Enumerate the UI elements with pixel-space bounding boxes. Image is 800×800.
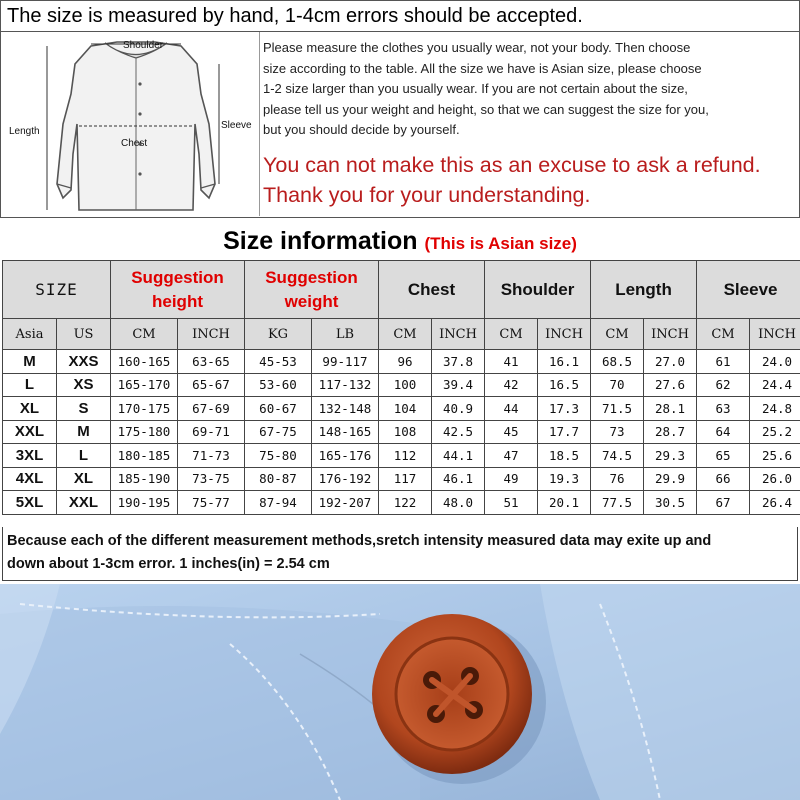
table-cell: 185-190 bbox=[111, 467, 178, 491]
table-cell: 104 bbox=[379, 397, 432, 421]
table-row bbox=[3, 467, 800, 491]
asia-size-cell: M bbox=[3, 350, 57, 374]
header-size: SIZE bbox=[3, 261, 111, 319]
table-cell: 65-67 bbox=[178, 373, 245, 397]
table-cell: 73 bbox=[591, 420, 644, 444]
table-cell: 108 bbox=[379, 420, 432, 444]
header-suggestion-weight bbox=[245, 261, 379, 319]
wooden-button-photo-icon bbox=[0, 584, 800, 800]
unit-cell: INCH bbox=[750, 319, 800, 350]
unit-cell: CM bbox=[697, 319, 750, 350]
table-cell: 39.4 bbox=[432, 373, 485, 397]
table-cell: 71-73 bbox=[178, 444, 245, 468]
asia-size-cell: 5XL bbox=[3, 491, 57, 515]
title-asian-size-note: (This is Asian size) bbox=[424, 234, 577, 253]
measurement-info-panel bbox=[0, 32, 800, 218]
table-cell: 76 bbox=[591, 467, 644, 491]
header-length: Length bbox=[591, 261, 697, 319]
instruction-line: but you should decide by yourself. bbox=[263, 122, 460, 137]
table-cell: 24.0 bbox=[750, 350, 800, 374]
shirt-outline-icon bbox=[5, 34, 261, 214]
header-text: Suggestion bbox=[131, 267, 224, 287]
unit-cell: INCH bbox=[644, 319, 697, 350]
table-cell: 42.5 bbox=[432, 420, 485, 444]
table-cell: 192-207 bbox=[312, 491, 379, 515]
table-cell: 165-176 bbox=[312, 444, 379, 468]
unit-cell: CM bbox=[379, 319, 432, 350]
table-cell: 37.8 bbox=[432, 350, 485, 374]
header-chest: Chest bbox=[379, 261, 485, 319]
header-text: height bbox=[152, 291, 203, 311]
diagram-label-sleeve: Sleeve bbox=[221, 120, 252, 131]
table-cell: 165-170 bbox=[111, 373, 178, 397]
table-cell: 176-192 bbox=[312, 467, 379, 491]
table-cell: 63-65 bbox=[178, 350, 245, 374]
unit-cell: US bbox=[57, 319, 111, 350]
table-cell: 44.1 bbox=[432, 444, 485, 468]
note-line: Because each of the different measurement methods,sretch intensity measured data may exite up and bbox=[7, 533, 712, 549]
table-cell: 122 bbox=[379, 491, 432, 515]
unit-cell: Asia bbox=[3, 319, 57, 350]
diagram-label-chest: Chest bbox=[121, 138, 148, 149]
table-cell: 46.1 bbox=[432, 467, 485, 491]
table-cell: 26.4 bbox=[750, 491, 800, 515]
table-cell: 28.1 bbox=[644, 397, 697, 421]
table-cell: 132-148 bbox=[312, 397, 379, 421]
table-cell: 96 bbox=[379, 350, 432, 374]
size-information-title bbox=[0, 222, 800, 260]
table-cell: 29.9 bbox=[644, 467, 697, 491]
table-row bbox=[3, 373, 800, 397]
measurement-disclaimer-banner: The size is measured by hand, 1-4cm errors should be accepted. bbox=[0, 0, 800, 32]
table-row bbox=[3, 491, 800, 515]
table-cell: 48.0 bbox=[432, 491, 485, 515]
refund-line: Thank you for your understanding. bbox=[263, 183, 591, 207]
table-cell: 30.5 bbox=[644, 491, 697, 515]
table-cell: 100 bbox=[379, 373, 432, 397]
table-cell: 63 bbox=[697, 397, 750, 421]
unit-cell: INCH bbox=[432, 319, 485, 350]
table-cell: 65 bbox=[697, 444, 750, 468]
us-size-cell: M bbox=[57, 420, 111, 444]
header-text: Suggestion bbox=[265, 267, 358, 287]
table-cell: 175-180 bbox=[111, 420, 178, 444]
table-cell: 44 bbox=[485, 397, 538, 421]
title-main: Size information bbox=[223, 227, 418, 255]
table-cell: 19.3 bbox=[538, 467, 591, 491]
us-size-cell: XXL bbox=[57, 491, 111, 515]
table-cell: 148-165 bbox=[312, 420, 379, 444]
header-sleeve: Sleeve bbox=[697, 261, 800, 319]
table-cell: 75-80 bbox=[245, 444, 312, 468]
table-cell: 87-94 bbox=[245, 491, 312, 515]
table-cell: 60-67 bbox=[245, 397, 312, 421]
table-cell: 99-117 bbox=[312, 350, 379, 374]
table-cell: 67-75 bbox=[245, 420, 312, 444]
size-chart-table bbox=[2, 260, 800, 515]
table-cell: 16.1 bbox=[538, 350, 591, 374]
instruction-line: please tell us your weight and height, so that we can suggest the size for you, bbox=[263, 101, 709, 117]
asia-size-cell: 4XL bbox=[3, 467, 57, 491]
table-cell: 73-75 bbox=[178, 467, 245, 491]
table-cell: 68.5 bbox=[591, 350, 644, 374]
us-size-cell: XXS bbox=[57, 350, 111, 374]
table-cell: 45 bbox=[485, 420, 538, 444]
unit-cell: CM bbox=[591, 319, 644, 350]
table-unit-row bbox=[3, 319, 800, 350]
table-row bbox=[3, 350, 800, 374]
table-cell: 77.5 bbox=[591, 491, 644, 515]
table-cell: 17.3 bbox=[538, 397, 591, 421]
table-cell: 67-69 bbox=[178, 397, 245, 421]
table-cell: 17.7 bbox=[538, 420, 591, 444]
table-cell: 75-77 bbox=[178, 491, 245, 515]
table-cell: 18.5 bbox=[538, 444, 591, 468]
table-row bbox=[3, 420, 800, 444]
table-cell: 29.3 bbox=[644, 444, 697, 468]
diagram-label-shoulder: Shoulder bbox=[123, 40, 164, 51]
diagram-label-length: Length bbox=[9, 126, 40, 137]
asia-size-cell: 3XL bbox=[3, 444, 57, 468]
table-body bbox=[3, 350, 800, 515]
table-cell: 117-132 bbox=[312, 373, 379, 397]
unit-cell: KG bbox=[245, 319, 312, 350]
header-text: weight bbox=[284, 291, 339, 311]
instruction-line: size according to the table. All the size we have is Asian size, please choose bbox=[263, 60, 702, 76]
table-cell: 117 bbox=[379, 467, 432, 491]
table-cell: 27.0 bbox=[644, 350, 697, 374]
table-cell: 69-71 bbox=[178, 420, 245, 444]
table-cell: 160-165 bbox=[111, 350, 178, 374]
instruction-line: Please measure the clothes you usually wear, not your body. Then choose bbox=[263, 40, 691, 55]
note-line: down about 1-3cm error. 1 inches(in) = 2.54 cm bbox=[7, 556, 330, 572]
table-cell: 24.8 bbox=[750, 397, 800, 421]
table-cell: 80-87 bbox=[245, 467, 312, 491]
table-cell: 53-60 bbox=[245, 373, 312, 397]
table-row bbox=[3, 444, 800, 468]
table-cell: 64 bbox=[697, 420, 750, 444]
table-cell: 51 bbox=[485, 491, 538, 515]
table-cell: 41 bbox=[485, 350, 538, 374]
header-suggestion-height bbox=[111, 261, 245, 319]
table-cell: 49 bbox=[485, 467, 538, 491]
us-size-cell: XS bbox=[57, 373, 111, 397]
table-cell: 66 bbox=[697, 467, 750, 491]
unit-cell: INCH bbox=[178, 319, 245, 350]
table-cell: 20.1 bbox=[538, 491, 591, 515]
table-cell: 70 bbox=[591, 373, 644, 397]
table-cell: 71.5 bbox=[591, 397, 644, 421]
table-cell: 112 bbox=[379, 444, 432, 468]
table-cell: 28.7 bbox=[644, 420, 697, 444]
table-cell: 40.9 bbox=[432, 397, 485, 421]
table-cell: 16.5 bbox=[538, 373, 591, 397]
asia-size-cell: XL bbox=[3, 397, 57, 421]
table-cell: 45-53 bbox=[245, 350, 312, 374]
table-cell: 74.5 bbox=[591, 444, 644, 468]
shirt-measurement-diagram bbox=[5, 34, 261, 214]
fabric-button-closeup-photo bbox=[0, 584, 800, 800]
us-size-cell: XL bbox=[57, 467, 111, 491]
table-cell: 190-195 bbox=[111, 491, 178, 515]
table-cell: 42 bbox=[485, 373, 538, 397]
table-cell: 24.4 bbox=[750, 373, 800, 397]
table-cell: 27.6 bbox=[644, 373, 697, 397]
unit-cell: CM bbox=[485, 319, 538, 350]
table-cell: 170-175 bbox=[111, 397, 178, 421]
us-size-cell: S bbox=[57, 397, 111, 421]
table-cell: 47 bbox=[485, 444, 538, 468]
table-cell: 25.6 bbox=[750, 444, 800, 468]
us-size-cell: L bbox=[57, 444, 111, 468]
table-cell: 26.0 bbox=[750, 467, 800, 491]
header-shoulder: Shoulder bbox=[485, 261, 591, 319]
unit-cell: CM bbox=[111, 319, 178, 350]
asia-size-cell: L bbox=[3, 373, 57, 397]
table-cell: 180-185 bbox=[111, 444, 178, 468]
table-cell: 25.2 bbox=[750, 420, 800, 444]
measurement-error-note bbox=[2, 527, 798, 581]
table-row bbox=[3, 397, 800, 421]
asia-size-cell: XXL bbox=[3, 420, 57, 444]
measurement-instructions bbox=[263, 38, 797, 141]
panel-divider bbox=[259, 32, 260, 216]
refund-notice bbox=[263, 150, 797, 210]
table-cell: 67 bbox=[697, 491, 750, 515]
table-cell: 61 bbox=[697, 350, 750, 374]
table-header-row bbox=[3, 261, 800, 319]
instruction-line: 1-2 size larger than you usually wear. If you are not certain about the size, bbox=[263, 81, 688, 96]
refund-line: You can not make this as an excuse to ask a refund. bbox=[263, 153, 761, 177]
unit-cell: INCH bbox=[538, 319, 591, 350]
table-cell: 62 bbox=[697, 373, 750, 397]
unit-cell: LB bbox=[312, 319, 379, 350]
